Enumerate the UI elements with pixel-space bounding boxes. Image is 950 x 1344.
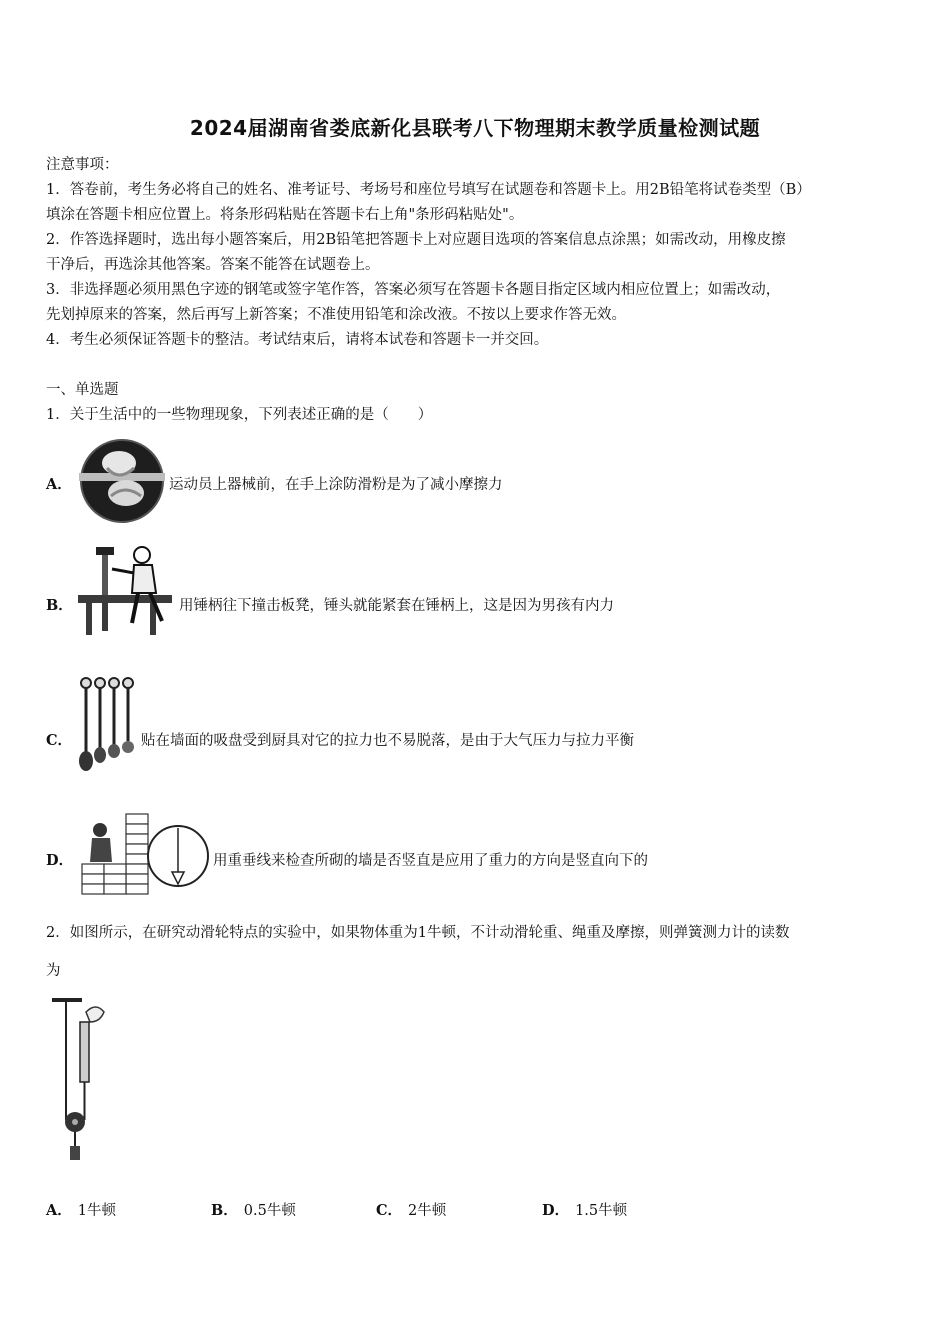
page-title: 2024届湖南省娄底新化县联考八下物理期末教学质量检测试题 bbox=[189, 116, 761, 140]
answer-c-letter: C． bbox=[376, 1202, 403, 1219]
notice-line: 4．考生必须保证答题卡的整洁。考试结束后，请将本试卷和答题卡一并交回。 bbox=[46, 332, 549, 348]
plumb-line-wall-icon bbox=[78, 812, 210, 898]
question-2-stem: 2．如图所示，在研究动滑轮特点的实验中，如果物体重为1牛顿，不计动滑轮重、绳重及摩擦，则弹簧测力计的读数 bbox=[46, 925, 790, 941]
section-heading: 一、单选题 bbox=[46, 382, 119, 398]
answer-option-d bbox=[542, 1199, 627, 1220]
answer-option-b bbox=[211, 1199, 296, 1220]
question-2-stem-cont: 为 bbox=[46, 963, 61, 979]
option-c-text: 贴在墙面的吸盘受到厨具对它的拉力也不易脱落，是由于大气压力与拉力平衡 bbox=[141, 733, 634, 749]
notice-line: 先划掉原来的答案，然后再写上新答案；不准使用铅笔和涂改液。不按以上要求作答无效。 bbox=[46, 307, 626, 323]
hands-on-bar-icon bbox=[79, 438, 165, 524]
option-b-letter: B． bbox=[46, 597, 73, 614]
answer-option-a bbox=[46, 1199, 116, 1220]
answer-b-letter: B． bbox=[211, 1202, 238, 1219]
option-a-letter: A． bbox=[46, 476, 72, 493]
option-d-text: 用重垂线来检查所砌的墙是否竖直是应用了重力的方向是竖直向下的 bbox=[213, 853, 648, 869]
notice-line: 1．答卷前，考生务必将自己的姓名、准考证号、考场号和座位号填写在试题卷和答题卡上。用2B铅笔将试卷类型（B） bbox=[46, 182, 811, 198]
notice-heading: 注意事项： bbox=[46, 157, 119, 173]
notice-line: 干净后，再选涂其他答案。答案不能答在试题卷上。 bbox=[46, 257, 380, 273]
movable-pulley-spring-scale-icon bbox=[50, 998, 112, 1168]
answer-option-c bbox=[376, 1199, 446, 1220]
answer-a-letter: A． bbox=[46, 1202, 72, 1219]
option-a-text: 运动员上器械前，在手上涂防滑粉是为了减小摩擦力 bbox=[169, 477, 503, 493]
notice-line: 3．非选择题必须用黑色字迹的钢笔或签字笔作答，答案必须写在答题卡各题目指定区域内相应位置上；如需改动， bbox=[46, 282, 781, 298]
answer-d-letter: D． bbox=[542, 1202, 570, 1219]
answer-d-text: 1.5牛顿 bbox=[575, 1203, 628, 1219]
option-b-text: 用锤柄往下撞击板凳，锤头就能紧套在锤柄上，这是因为男孩有内力 bbox=[179, 598, 614, 614]
answer-a-text: 1牛顿 bbox=[77, 1203, 116, 1219]
notice-line: 2．作答选择题时，选出每小题答案后，用2B铅笔把答题卡上对应题目选项的答案信息点涂黑；如需改动，用橡皮擦 bbox=[46, 232, 786, 248]
option-d-letter: D． bbox=[46, 852, 74, 869]
suction-cup-utensils-icon bbox=[76, 675, 138, 773]
answer-b-text: 0.5牛顿 bbox=[243, 1203, 296, 1219]
answer-c-text: 2牛顿 bbox=[408, 1203, 447, 1219]
notice-line: 填涂在答题卡相应位置上。将条形码粘贴在答题卡右上角"条形码粘贴处"。 bbox=[46, 207, 524, 223]
question-1-stem: 1．关于生活中的一些物理现象，下列表述正确的是（ ） bbox=[46, 407, 433, 423]
option-c-letter: C． bbox=[46, 732, 73, 749]
boy-hammer-bench-icon bbox=[76, 543, 176, 639]
